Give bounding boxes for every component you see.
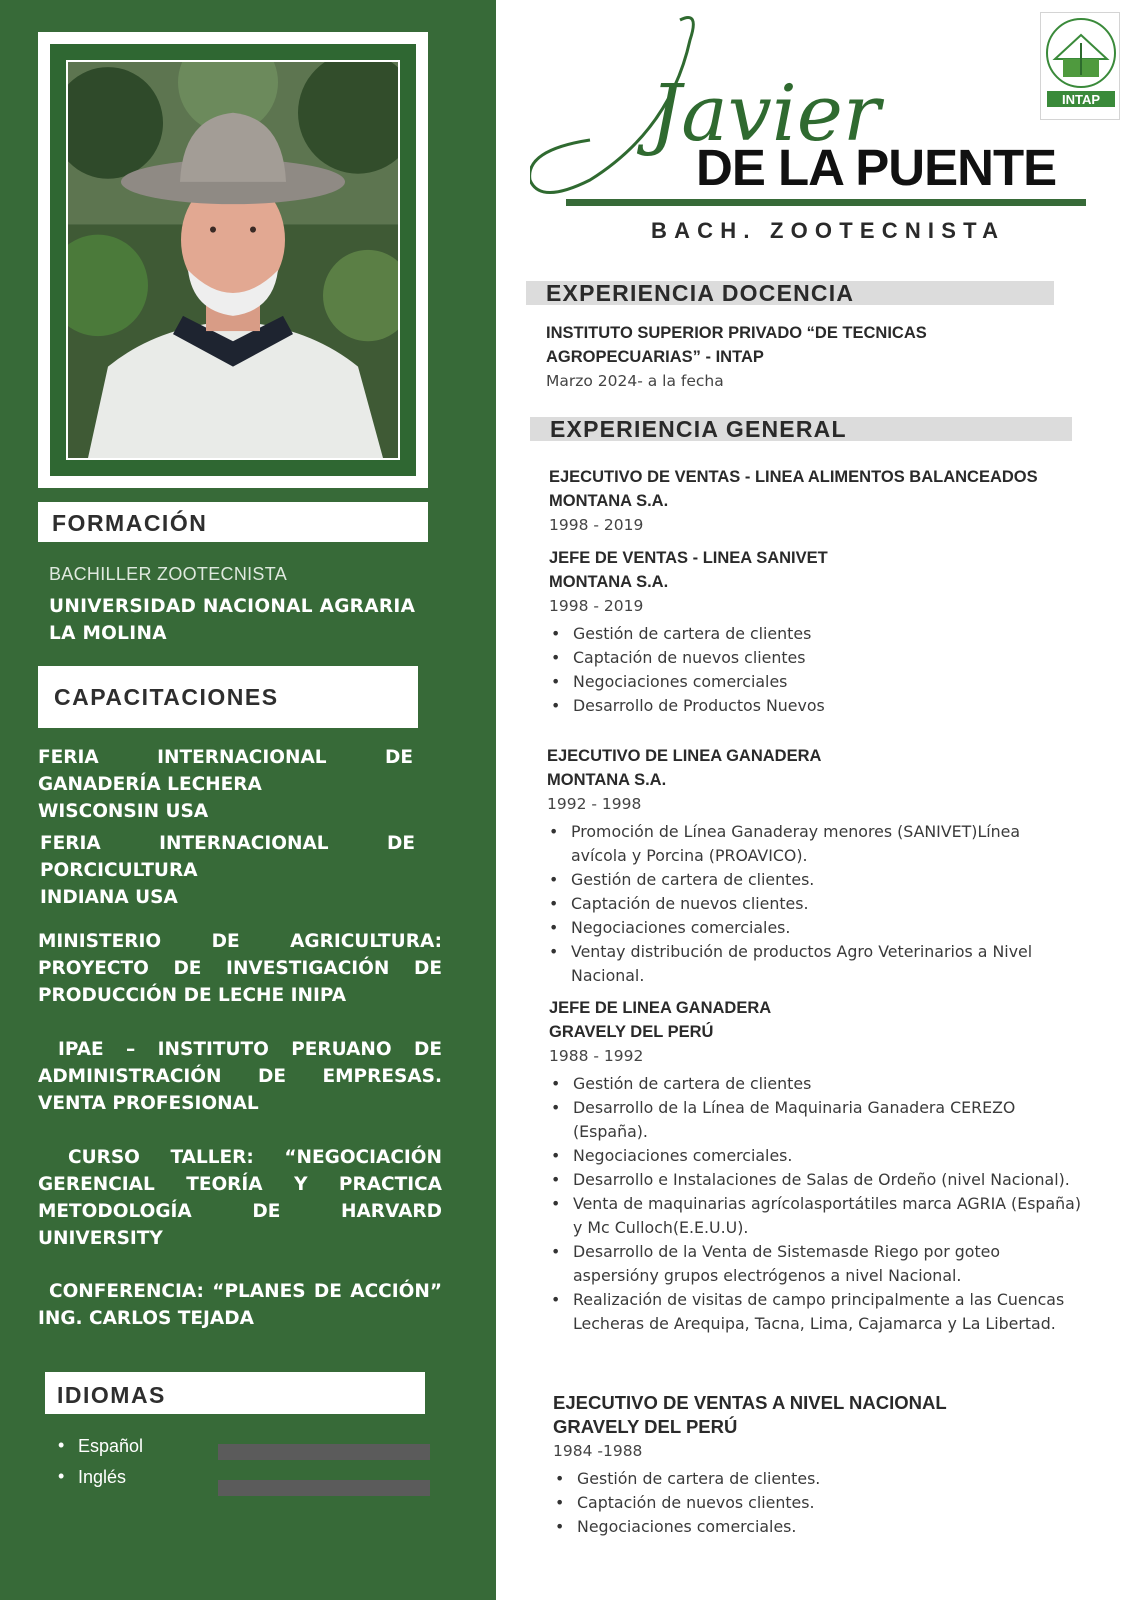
language-item: • Inglés (58, 1467, 143, 1498)
job-entry: JEFE DE VENTAS - LINEA SANIVET MONTANA S.A. 1998 - 2019 • Gestión de cartera de clientes • Captación de nuevos clientes • Negociaciones comerciales • Desarrollo de Productos Nuevos (549, 546, 1109, 718)
language-list (58, 1436, 143, 1498)
training-item: FERIA INTERNACIONAL DE PORCICULTURA INDIANA USA (40, 833, 415, 908)
job-bullets: • Gestión de cartera de clientes. • Captación de nuevos clientes. • Negociaciones comerciales. (553, 1467, 1113, 1539)
training-item: FERIA INTERNACIONAL DE GANADERÍA LECHERA WISCONSIN USA (38, 747, 413, 822)
profile-photo (66, 60, 400, 460)
job-bullets: • Gestión de cartera de clientes • Desarrollo de la Línea de Maquinaria Ganadera CEREZO (España). • Negociaciones comerciales. • Desarrollo e Instalaciones de Salas de Ordeño (nivel Nacional). • Venta de maquinarias agrícolasportátiles marca AGRIA (España) y Mc Culloch(E.E.U.U). • Desarrollo de la Venta de Sistemasde Riego por goteo aspersióny grupos electrógenos a nivel Nacional. • Realización de visitas de campo principalmente a las Cuencas Lecheras de Arequipa, Tacna, Lima, Cajamarca y La Libertad. (549, 1072, 1089, 1336)
school-name: UNIVERSIDAD NACIONAL AGRARIA LA MOLINA (49, 596, 416, 644)
logo-label: INTAP (1061, 92, 1101, 107)
professional-title: BACH. ZOOTECNISTA (651, 218, 1006, 243)
training-item: IPAE – INSTITUTO PERUANO DE ADMINISTRACIÓN DE EMPRESAS. VENTA PROFESIONAL (38, 1039, 442, 1114)
docencia-heading: EXPERIENCIA DOCENCIA (526, 281, 1054, 305)
profile-photo-frame (38, 32, 428, 488)
formacion-heading: FORMACIÓN (38, 502, 428, 542)
sidebar (0, 0, 496, 1600)
job-entry: JEFE DE LINEA GANADERA GRAVELY DEL PERÚ 1988 - 1992 • Gestión de cartera de clientes • Desarrollo de la Línea de Maquinaria Ganadera CEREZO (España). • Negociaciones comerciales. • Desarrollo e Instalaciones de Salas de Ordeño (nivel Nacional). • Venta de maquinarias agrícolasportátiles marca AGRIA (España) y Mc Culloch(E.E.U.U). • Desarrollo de la Venta de Sistemasde Riego por goteo aspersióny grupos electrógenos a nivel Nacional. • Realización de visitas de campo principalmente a las Cuencas Lecheras de Arequipa, Tacna, Lima, Cajamarca y La Libertad. (549, 996, 1089, 1336)
language-level-bar (218, 1480, 430, 1496)
training-item: CURSO TALLER: “NEGOCIACIÓN GERENCIAL TEORÍA Y PRACTICA METODOLOGÍA DE HARVARD UNIVERSITY (38, 1147, 442, 1249)
idiomas-heading: IDIOMAS (45, 1372, 425, 1414)
intap-logo (1040, 12, 1120, 120)
degree-text: BACHILLER ZOOTECNISTA (49, 564, 288, 584)
training-item: CONFERENCIA: “PLANES DE ACCIÓN” ING. CARLOS TEJADA (38, 1281, 442, 1329)
first-name: Javier (650, 69, 881, 159)
job-bullets: • Promoción de Línea Ganaderay menores (SANIVET)Línea avícola y Porcina (PROAVICO). • Gestión de cartera de clientes. • Captación de nuevos clientes. • Negociaciones comerciales. • Ventay distribución de productos Agro Veterinarios a Nivel Nacional. (547, 820, 1077, 988)
teaching-experience: INSTITUTO SUPERIOR PRIVADO “DE TECNICAS AGROPECUARIAS” - INTAP Marzo 2024- a la fecha (546, 324, 927, 390)
training-item: MINISTERIO DE AGRICULTURA: PROYECTO DE INVESTIGACIÓN DE PRODUCCIÓN DE LECHE INIPA (38, 931, 442, 1006)
job-bullets: • Gestión de cartera de clientes • Captación de nuevos clientes • Negociaciones comerciales • Desarrollo de Productos Nuevos (549, 622, 1109, 718)
language-level-bar (218, 1444, 430, 1460)
job-entry: EJECUTIVO DE VENTAS A NIVEL NACIONAL GRAVELY DEL PERÚ 1984 -1988 • Gestión de cartera de clientes. • Captación de nuevos clientes. • Negociaciones comerciales. (553, 1391, 1113, 1539)
job-entry: EJECUTIVO DE LINEA GANADERA MONTANA S.A. 1992 - 1998 • Promoción de Línea Ganaderay menores (SANIVET)Línea avícola y Porcina (PROAVICO). • Gestión de cartera de clientes. • Captación de nuevos clientes. • Negociaciones comerciales. • Ventay distribución de productos Agro Veterinarios a Nivel Nacional. (547, 744, 1077, 988)
job-entry: EJECUTIVO DE VENTAS - LINEA ALIMENTOS BALANCEADOS MONTANA S.A. 1998 - 2019 (549, 468, 1038, 534)
language-item: • Español (58, 1436, 143, 1467)
portrait-illustration (68, 62, 398, 458)
general-heading: EXPERIENCIA GENERAL (530, 417, 1072, 441)
name-underline (566, 199, 1086, 206)
last-name: DE LA PUENTE (696, 139, 1057, 196)
capacitaciones-heading: CAPACITACIONES (38, 666, 418, 728)
